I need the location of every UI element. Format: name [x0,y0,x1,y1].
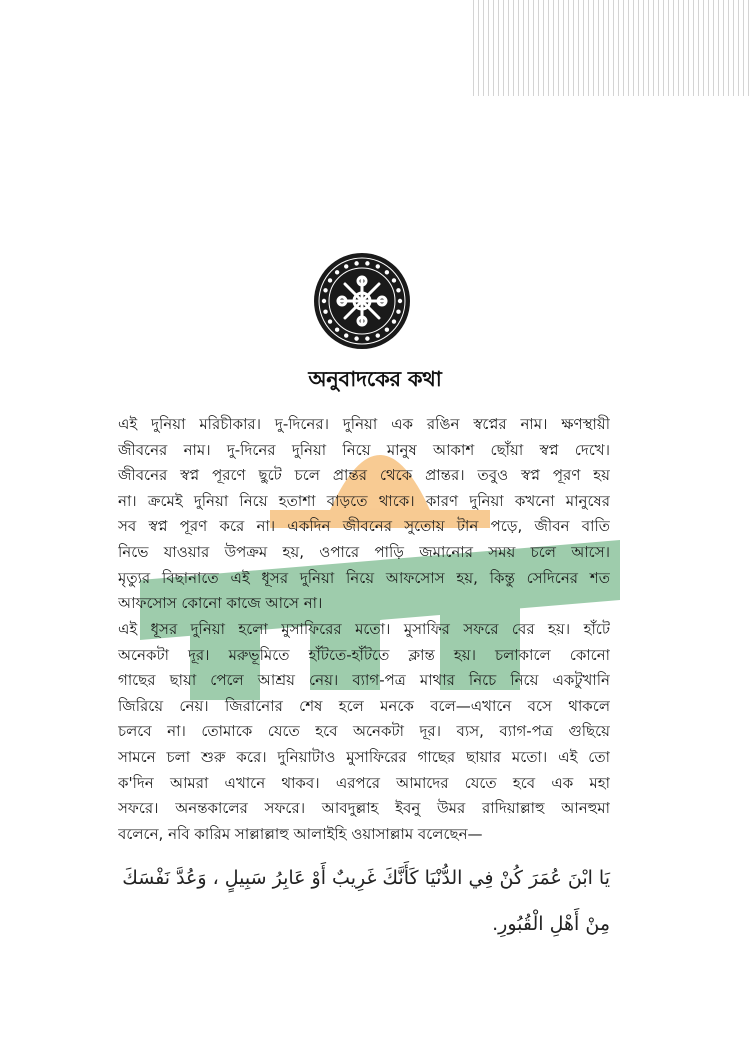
star-dot [392,319,396,323]
star-dot [328,319,332,323]
star-dot [396,310,400,314]
star-dot [365,336,369,340]
text-line: সফরে। অনন্তকালের সফরে। আবদুল্লাহ ইবনু উমর রাদিয়াল্লাহু আনহুমা [118,799,610,818]
star-dot [323,310,327,314]
page-title: অনুবাদকের কথা [308,367,442,391]
star-dot [322,299,326,303]
text-line: না। ক্রমেই দুনিয়া নিয়ে হতাশা বাড়তে থাকে। কারণ দুনিয়া কখনো মানুষের [118,491,610,510]
text-line: সামনে চলা শুরু করে। দুনিয়াটাও মুসাফিরের গাছের ছায়ার মতো। এই তো [118,747,610,766]
text-line: জীবনের নাম। দু-দিনের দুনিয়া নিয়ে মানুষ আকাশ ছোঁয়া স্বপ্ন দেখে। [118,440,610,459]
star-dot [376,264,380,268]
decorative-stripes [473,0,750,96]
ornament-emblem-icon [312,251,412,351]
star-dot [335,328,339,332]
text-line: সব স্বপ্ন পূরণ করে না। একদিন জীবনের সুতোয় টান পড়ে, জীবন বাতি [118,517,610,536]
arabic-hadith [118,855,610,947]
text-line: এই ধূসর দুনিয়া হলো মুসাফিরের মতো। মুসাফির সফরে বের হয়। হাঁটে [118,620,610,638]
star-dot [398,299,402,303]
text-line: জিরিয়ে নেয়। জিরানোর শেষ হলে মনকে বলে—এখানে বসে থাকলে [118,696,610,715]
star-dot [354,261,358,265]
arabic-line: يَا ابْنَ عُمَرَ كُنْ فِي الدُّنْيَا كَأَنَّكَ غَرِيبٌ أَوْ عَابِرُ سَبِيلٍ ، وَعُدَّ نَفْسَكَ [122,867,610,889]
text-line: মৃত্যুর বিছানাতে এই ধূসর দুনিয়া নিয়ে আফসোস হয়, কিন্তু সেদিনের শত [118,568,610,587]
star-dot [385,270,389,274]
star-dot [344,264,348,268]
star-dot [323,288,327,292]
text-line: অনেকটা দূর। মরুভূমিতে হাঁটতে-হাঁটতে ক্লান্ত হয়। চলাকালে কোনো [118,645,610,664]
text-line: বলেনে, নবি কারিম সাল্লাল্লাহু আলাইহি ওয়াসাল্লাম বলেছেন— [118,824,483,843]
text-line: চলবে না। তোমাকে যেতে হবে অনেকটা দূর। ব্যস, ব্যাগ-পত্র গুছিয়ে [118,722,610,741]
text-line: আফসোস কোনো কাজে আসে না। [118,594,323,613]
text-line: এই দুনিয়া মরিচীকার। দু-দিনের। দুনিয়া এক রঙিন স্বপ্নের নাম। ক্ষণস্থায়ী [118,415,610,433]
star-dot [335,270,339,274]
text-line: গাছের ছায়া পেলে আশ্রয় নেয়। ব্যাগ-পত্র মাথার নিচে নিয়ে একটুখানি [118,671,610,690]
paragraph-1 [118,412,610,617]
star-dot [354,336,358,340]
star-dot [365,261,369,265]
text-line: ক'দিন আমরা এখানে থাকব। এরপরে আমাদের যেতে হবে এক মহা [118,773,610,792]
star-dot [385,328,389,332]
star-dot [344,333,348,337]
star-dot [376,333,380,337]
text-line: জীবনের স্বপ্ন পূরণে ছুটে চলে প্রান্তর থেকে প্রান্তর। তবুও স্বপ্ন পূরণ হয় [118,466,610,485]
paragraph-2 [118,617,610,847]
star-dot [396,288,400,292]
star-dot [328,278,332,282]
arabic-line: مِنْ أَهْلِ الْقُبُورِ. [492,913,610,935]
text-line: নিভে যাওয়ার উপক্রম হয়, ওপারে পাড়ি জমানোর সময় চলে আসে। [118,542,610,561]
star-dot [392,278,396,282]
